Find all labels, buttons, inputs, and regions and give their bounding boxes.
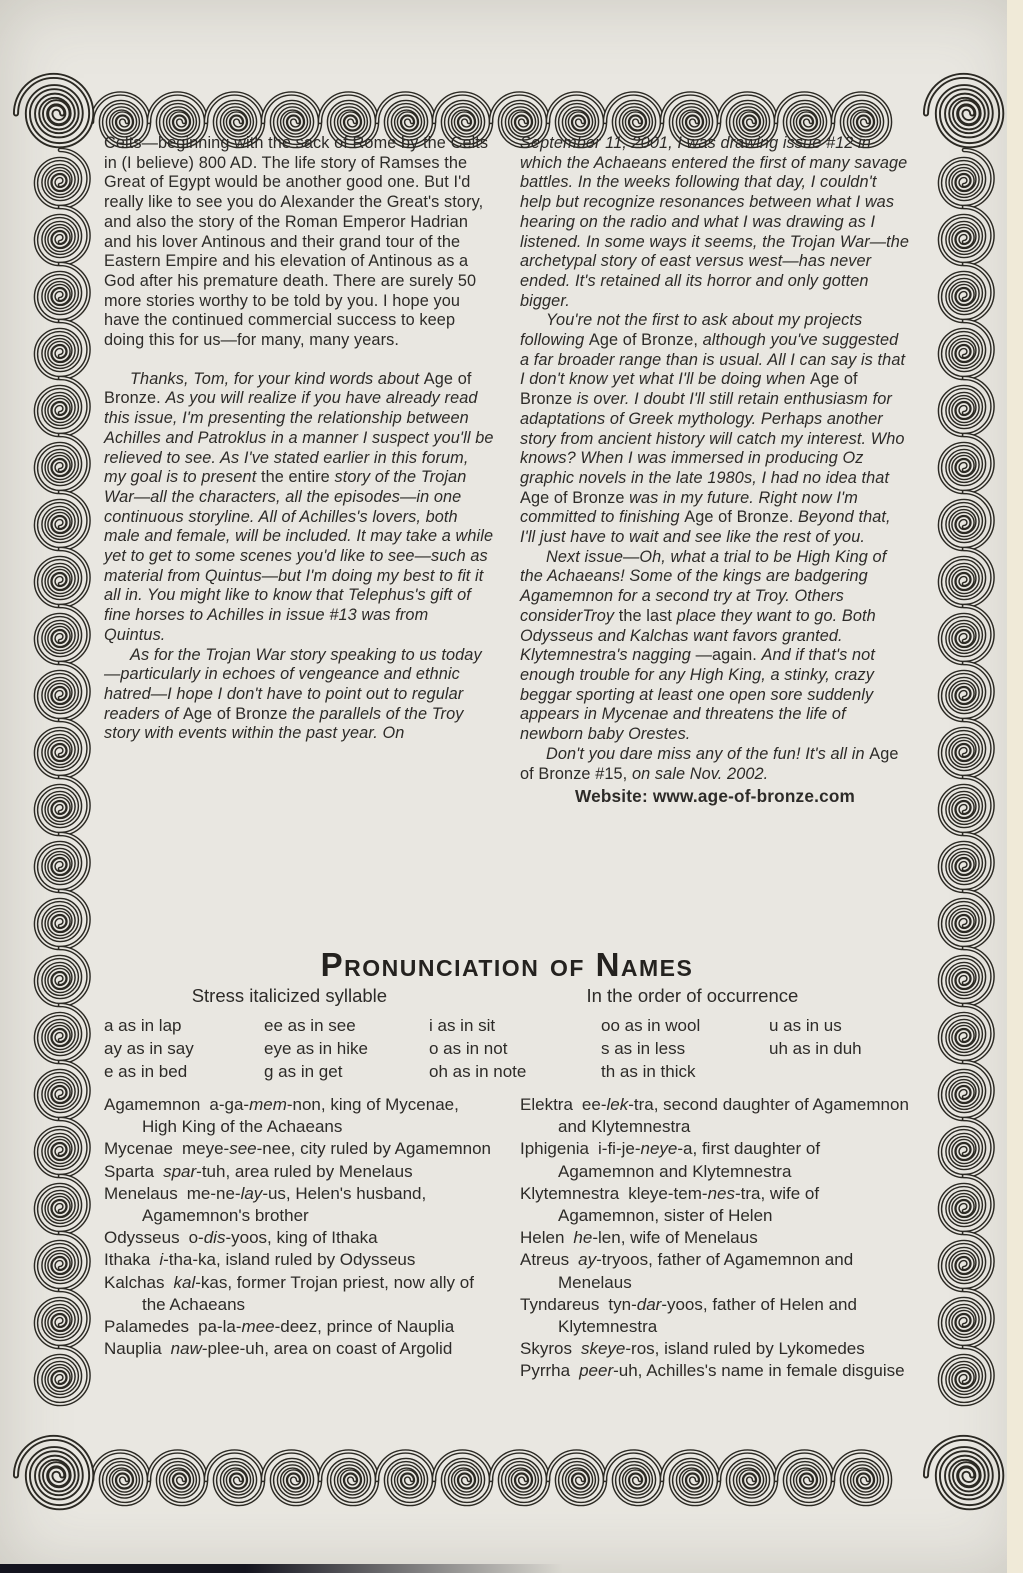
text-run: Thanks, Tom, for your kind words about [130, 369, 424, 388]
text-run: -uh, Achilles's name in female disguise [613, 1361, 905, 1381]
pronunciation-entry [520, 1360, 910, 1382]
entry-name: Pyrrha [520, 1361, 571, 1381]
pron-key-item: i as in sit [429, 1016, 496, 1035]
text-run: Age of Bronze [182, 704, 293, 723]
text-run: kal [173, 1272, 196, 1292]
text-run: Next issue—Oh, what a trial to be High King of the Achaeans! Some of the kings are badgering Agamemnon for a second try at Troy. Others considerTroy [520, 547, 887, 625]
text-run: skeye [580, 1339, 626, 1359]
pron-key-item: ee as in see [264, 1016, 356, 1035]
text-run: Celts—beginning with the sack of Rome by the Celts in (I believe) 800 AD. The life story of Ramses the Great of Egypt would be another good one. But I'd really like to see you do Alexander the Great's story, and also the story of the Roman Emperor Hadrian and his lover Antinous and their grand tour of the Eastern Empire and his elevation of Antinous as a God after his premature death. There are surely 50 more stories worthy to be told by you. I hope you have the continued commercial success to keep doing this for us—for many, many years. [104, 134, 489, 350]
pron-key-column [104, 1014, 264, 1083]
pron-key-item: oh as in note [429, 1062, 527, 1081]
text-run: o- [188, 1228, 204, 1248]
text-run: i [159, 1250, 164, 1270]
pron-key-item: u as in us [769, 1016, 842, 1035]
text-run: was in my future. Right now I'm committed to finishing [520, 488, 858, 527]
editor-reply-paragraph [104, 646, 494, 745]
pronunciation-title: Pronunciation of Names [320, 946, 694, 983]
pronunciation-entry [104, 1272, 494, 1316]
entry-name: Klytemnestra [520, 1183, 620, 1203]
pronunciation-entry [104, 1138, 494, 1160]
text-run: -yoos, father of Helen and Klytemnestra [558, 1294, 857, 1337]
entry-name: Menelaus [104, 1183, 178, 1203]
text-run: mem [249, 1095, 287, 1114]
text-run: -tuh, area ruled by Menelaus [196, 1161, 413, 1181]
editor-reply-paragraph [520, 311, 910, 547]
pronunciation-entry [104, 1161, 494, 1183]
text-run: -us, Helen's husband, Agamemnon's brother [142, 1183, 427, 1226]
text-run: peer [579, 1361, 614, 1381]
text-run: And if that's not enough trouble for any High King, a stinky, crazy beggar sporting at least one open sore suddenly appears in Mycenae and threatens the life of newborn baby Orestes. [520, 646, 875, 744]
text-run: spar [163, 1161, 197, 1181]
text-run: tyn- [608, 1294, 637, 1314]
entry-name: Skyros [520, 1339, 572, 1359]
text-run: Age of Bronze #15, [520, 744, 899, 783]
pronunciation-key [104, 1014, 910, 1083]
letters-column-right [520, 134, 910, 807]
entry-name: Iphigenia [520, 1139, 590, 1159]
text-run: the entire [260, 468, 335, 487]
pronunciation-entry [520, 1249, 910, 1293]
pron-key-item: g as in get [264, 1062, 343, 1081]
entry-name: Odysseus [104, 1228, 180, 1248]
pron-key-item: th as in thick [601, 1062, 696, 1081]
text-run: the last [618, 606, 677, 625]
pron-key-column [429, 1014, 601, 1083]
pron-key-item: o as in not [429, 1039, 508, 1058]
text-run: You're not the first to ask about my projects following [520, 311, 863, 350]
text-run: he [573, 1228, 593, 1248]
pron-key-column [769, 1014, 910, 1083]
text-run: on sale Nov. 2002. [631, 764, 769, 783]
editor-reply-paragraph [520, 134, 910, 311]
text-run: -nee, city ruled by Agamemnon [256, 1139, 491, 1159]
entry-name: Sparta [104, 1161, 155, 1181]
legend-order: In the order of occurrence [586, 985, 799, 1006]
entry-name: Kalchas [104, 1272, 165, 1292]
text-run: nes [707, 1183, 735, 1203]
pronunciation-legends [104, 985, 910, 1007]
text-run: -tha-ka, island ruled by Odysseus [163, 1250, 416, 1270]
text-run: -non, king of Mycenae, High King of the Achaeans [142, 1095, 459, 1137]
text-run: place they want to go. Both Odysseus and Kalchas want favors granted. Klytemnestra's nagging [520, 606, 876, 665]
text-run: -a, first daughter of Agamemnon and Klytemnestra [558, 1139, 821, 1181]
text-run: As you will realize if you have already read this issue, I'm presenting the relationship between Achilles and Patroklus in a manner I suspect you'll be relieved to see. As I've stated earlier in this forum, my goal is to present [104, 389, 494, 487]
entry-name: Agamemnon [104, 1095, 201, 1114]
text-run: mee [241, 1317, 275, 1337]
pronunciation-entry [520, 1183, 910, 1227]
pronunciation-entry [104, 1183, 494, 1227]
entry-name: Mycenae [104, 1139, 173, 1159]
text-run: lay [240, 1183, 263, 1203]
entry-name: Tyndareus [520, 1294, 600, 1314]
text-run: ee- [581, 1095, 607, 1114]
entries-column-left [104, 1094, 494, 1383]
legend-stress: Stress italicized syllable [191, 985, 388, 1006]
text-run: kleye-tem- [628, 1183, 708, 1203]
text-run: As for the Trojan War story speaking to us today—particularly in echoes of vengeance and ethnic hatred—I hope I don't have to point out to regular readers of [104, 645, 482, 723]
text-run: -tryoos, father of Agamemnon and Menelaus [558, 1250, 854, 1292]
pronunciation-entry [104, 1338, 494, 1360]
entry-name: Nauplia [104, 1339, 162, 1359]
entry-name: Atreus [520, 1250, 570, 1270]
text-run: lek [606, 1095, 629, 1114]
pronunciation-section [104, 946, 910, 1383]
text-run: -plee-uh, area on coast of Argolid [201, 1339, 453, 1359]
website-line: Website: www.age-of-bronze.com [574, 786, 856, 807]
entry-name: Helen [520, 1228, 565, 1248]
pronunciation-entry [520, 1138, 910, 1182]
text-run: Don't you dare miss any of the fun! It's all in [546, 744, 870, 763]
text-run: September 11, 2001, I was drawing issue #12 in which the Achaeans entered the first of many savage battles. In the weeks following that day, I couldn't help but recognize resonances between what I was hearing on the radio and what I was drawing as I listened. In some ways it seems, the Trojan War—the archetypal story of east versus west—has never ended. It's retained all its horror and only gotten bigger. [520, 134, 910, 310]
text-run: ay [578, 1250, 597, 1270]
text-run: -yoos, king of Ithaka [225, 1228, 378, 1248]
pronunciation-entry [520, 1294, 910, 1338]
editor-reply-paragraph [104, 370, 494, 646]
text-run: naw [170, 1339, 202, 1359]
text-run: Beyond that, I'll just have to wait and see like the rest of you. [520, 508, 891, 547]
text-run: -tra, second daughter of Agamemnon and Klytemnestra [558, 1095, 909, 1137]
pronunciation-entry [104, 1094, 494, 1138]
text-run: me-ne- [186, 1183, 241, 1203]
pronunciation-entry [104, 1316, 494, 1338]
text-run: -tra, wife of Agamemnon, sister of Helen [558, 1183, 820, 1226]
pronunciation-entry [520, 1094, 910, 1138]
pron-key-item: ay as in say [104, 1039, 194, 1058]
entry-name: Ithaka [104, 1250, 151, 1270]
text-run: is over. I doubt I'll still retain enthusiasm for adaptations of Greek mythology. Perhaps another story from ancient history will catch my interest. Who knows? When I was immersed in producing Oz graphic novels in the late 1980s, I had no idea that [520, 390, 905, 487]
scan-edge-artifact [0, 1564, 1023, 1573]
pron-key-item: oo as in wool [601, 1016, 701, 1035]
text-run: —again. [695, 646, 762, 665]
letter-paragraph [104, 134, 494, 351]
letters-column-left [104, 134, 494, 807]
pron-key-item: a as in lap [104, 1016, 182, 1035]
text-run: meye- [181, 1139, 230, 1159]
pron-key-item: e as in bed [104, 1062, 188, 1081]
pronunciation-entries [104, 1094, 910, 1383]
text-run: dis [203, 1228, 226, 1248]
scan-edge-artifact [1007, 0, 1023, 1573]
pron-key-item: uh as in duh [769, 1039, 862, 1058]
text-run: Bronze [572, 488, 630, 507]
pron-key-column [264, 1014, 429, 1083]
text-run: although you've suggested a far broader range than is usual. All I can say is that I don't know yet what I'll be doing when [520, 331, 906, 389]
pronunciation-entry [104, 1227, 494, 1249]
editor-reply-paragraph [520, 745, 910, 784]
text-run: -len, wife of Menelaus [592, 1228, 758, 1248]
pronunciation-entry [104, 1249, 494, 1271]
editor-reply-paragraph [520, 548, 910, 745]
text-run: i-fi-je- [598, 1139, 641, 1159]
text-run: Age of Bronze, [588, 331, 703, 350]
text-run: dar [636, 1294, 662, 1314]
pron-key-item: s as in less [601, 1039, 686, 1058]
pronunciation-entry [520, 1338, 910, 1360]
text-run: pa-la- [198, 1317, 242, 1337]
text-run: the parallels of the Troy story with events within the past year. On [104, 704, 464, 743]
pronunciation-entry [520, 1227, 910, 1249]
text-run: -ros, island ruled by Lykomedes [625, 1339, 865, 1359]
text-run: neye [640, 1139, 678, 1159]
text-run: Age of Bronze. [684, 508, 799, 527]
text-run: -kas, former Trojan priest, now ally of the Achaeans [142, 1272, 474, 1314]
letters-page-content [104, 134, 910, 807]
entry-name: Palamedes [104, 1317, 190, 1337]
text-run: -deez, prince of Nauplia [274, 1317, 455, 1337]
entry-name: Elektra [520, 1095, 573, 1114]
text-run: a-ga- [209, 1095, 250, 1114]
text-run: story of the Trojan War—all the characters, all the episodes—in one continuous storyline. All of Achilles's lovers, both male and female, will be included. It may take a while yet to get to some scenes you'd like to see—such as material from Quintus—but I'm doing my best to fit it all in. You might like to know that Telephus's gift of fine horses to Achilles in issue #13 was from Quintus. [104, 468, 494, 644]
pron-key-column [601, 1014, 769, 1083]
pron-key-item: eye as in hike [264, 1039, 368, 1058]
text-run: see [229, 1139, 257, 1159]
text-run: Age of Bronze [520, 370, 858, 409]
text-run: Age of [520, 488, 573, 507]
text-run: Age of Bronze. [104, 369, 472, 408]
entries-column-right [520, 1094, 910, 1383]
